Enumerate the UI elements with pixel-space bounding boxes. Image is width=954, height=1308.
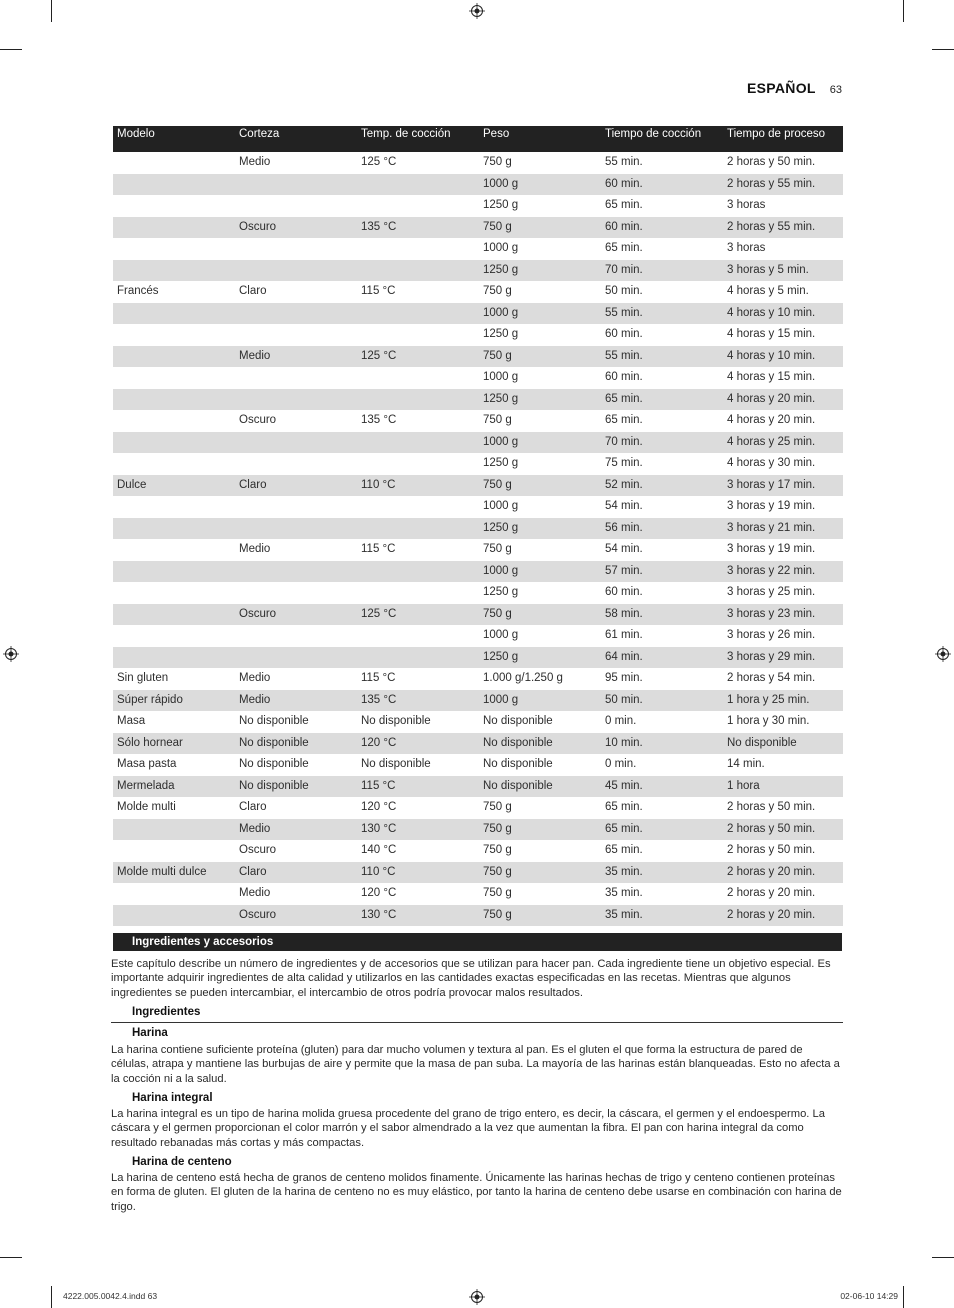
table-cell: 14 min. <box>727 758 765 770</box>
table-cell: 35 min. <box>601 862 723 884</box>
table-cell: Mermelada <box>113 776 235 798</box>
table-cell: Claro <box>239 285 267 297</box>
table-cell: 3 horas y 29 min. <box>723 647 843 669</box>
table-cell: Masa pasta <box>117 758 177 770</box>
table-cell <box>113 905 235 927</box>
table-cell: 60 min. <box>605 328 643 340</box>
table-cell <box>113 518 235 540</box>
table-cell: 2 horas y 20 min. <box>723 862 843 884</box>
table-cell: 1250 g <box>479 389 601 411</box>
column-header: Corteza <box>235 126 357 152</box>
table-row <box>113 281 843 303</box>
table-cell <box>357 174 479 196</box>
table-cell: 2 horas y 50 min. <box>727 801 816 813</box>
table-row <box>113 367 843 389</box>
table-cell: 750 g <box>479 819 601 841</box>
table-row <box>113 174 843 196</box>
table-cell: 110 °C <box>357 475 479 497</box>
table-cell: No disponible <box>361 715 431 727</box>
table-cell <box>235 432 357 454</box>
table-cell <box>235 260 357 282</box>
language-label: ESPAÑOL <box>747 80 816 96</box>
table-row <box>113 303 843 325</box>
table-row <box>113 539 843 561</box>
table-row <box>113 604 843 626</box>
table-row <box>113 711 843 733</box>
table-cell <box>113 410 235 432</box>
table-row <box>113 883 843 905</box>
table-cell: 3 horas y 19 min. <box>727 543 816 555</box>
table-cell: 60 min. <box>605 371 643 383</box>
table-row <box>113 195 843 217</box>
table-row <box>113 733 843 755</box>
table-cell: 1000 g <box>479 561 601 583</box>
item-text-harina: La harina contiene suficiente proteína (gluten) para dar mucho volumen y textura al pan. Es el gluten el que forma la estructura de pared de células, atrapa y mantiene las burbujas de aire y permite que la masa de pan suba. La mayoría de las harinas están blanqueadas. Esto no afecta a la cocción ni a la salud. <box>111 1044 840 1085</box>
crop-mark <box>0 49 22 50</box>
table-cell: 65 min. <box>601 819 723 841</box>
table-cell <box>357 625 479 647</box>
table-cell <box>235 195 357 217</box>
table-row <box>113 582 843 604</box>
table-row <box>113 840 843 862</box>
table-cell <box>235 647 357 669</box>
table-cell: 750 g <box>479 217 601 239</box>
table-cell: 3 horas y 19 min. <box>727 500 816 512</box>
table-cell: 3 horas y 23 min. <box>723 604 843 626</box>
table-cell <box>113 582 235 604</box>
table-cell: 750 g <box>479 475 601 497</box>
table-cell: 4 horas y 30 min. <box>727 457 816 469</box>
table-cell: 4 horas y 15 min. <box>727 371 816 383</box>
page-number: 63 <box>829 84 842 96</box>
table-cell: 1000 g <box>479 432 601 454</box>
table-row <box>113 260 843 282</box>
table-cell: Medio <box>239 672 271 684</box>
table-row <box>113 453 843 475</box>
table-cell: Oscuro <box>239 844 277 856</box>
table-cell <box>235 561 357 583</box>
table-cell: 4 horas y 20 min. <box>723 389 843 411</box>
table-cell: 1000 g <box>479 174 601 196</box>
table-cell: Molde multi dulce <box>113 862 235 884</box>
table-cell: 52 min. <box>601 475 723 497</box>
table-cell: 750 g <box>483 414 512 426</box>
table-cell <box>235 174 357 196</box>
table-cell: 750 g <box>483 543 512 555</box>
table-cell: 1000 g <box>479 303 601 325</box>
table-cell: No disponible <box>479 733 601 755</box>
table-cell <box>357 453 479 475</box>
table-cell: 65 min. <box>601 389 723 411</box>
table-cell: 2 horas y 55 min. <box>723 217 843 239</box>
table-cell: 61 min. <box>605 629 643 641</box>
table-cell: 750 g <box>479 604 601 626</box>
table-cell: Medio <box>235 819 357 841</box>
footer-file: 4222.005.0042.4.indd 63 <box>63 1291 158 1301</box>
table-cell: Sólo hornear <box>113 733 235 755</box>
registration-mark-icon <box>469 1289 485 1305</box>
table-row <box>113 346 843 368</box>
table-cell: 2 horas y 50 min. <box>727 844 816 856</box>
table-cell: 1250 g <box>479 647 601 669</box>
table-cell: Francés <box>117 285 159 297</box>
table-cell <box>235 367 357 389</box>
table-cell: 50 min. <box>601 690 723 712</box>
table-row <box>113 432 843 454</box>
table-row <box>113 217 843 239</box>
item-title-harina-integral: Harina integral <box>132 1092 213 1104</box>
table-cell: 750 g <box>483 801 512 813</box>
table-cell: 3 horas <box>727 242 766 254</box>
table-row <box>113 238 843 260</box>
table-cell <box>113 496 235 518</box>
table-row <box>113 862 843 884</box>
table-row <box>113 561 843 583</box>
table-cell <box>357 582 479 604</box>
column-header: Peso <box>479 126 601 152</box>
table-cell: Oscuro <box>235 905 357 927</box>
table-cell: 0 min. <box>605 715 637 727</box>
item-text-harina-integral: La harina integral es un tipo de harina molida gruesa procedente del grano de trigo entero, es decir, la cáscara, el germen y el endoespermo. La cáscara y el germen proporcionan el color marrón y el sabor almendrado a la vez que aumentan la fibra. El pan con harina integral da como resultado rebanadas más cortas y más compactas. <box>111 1108 825 1149</box>
table-cell: 115 °C <box>361 672 396 684</box>
table-cell <box>357 260 479 282</box>
table-cell: 56 min. <box>601 518 723 540</box>
column-header: Tiempo de proceso <box>723 126 843 152</box>
table-cell <box>113 217 235 239</box>
table-cell: No disponible <box>483 758 553 770</box>
table-cell: 110 °C <box>357 862 479 884</box>
table-cell: 3 horas y 5 min. <box>723 260 843 282</box>
table-cell: 750 g <box>483 887 512 899</box>
table-cell <box>113 260 235 282</box>
table-cell: 120 °C <box>361 887 397 899</box>
table-cell: 60 min. <box>605 586 643 598</box>
table-row <box>113 324 843 346</box>
table-cell: 70 min. <box>601 432 723 454</box>
table-cell <box>113 819 235 841</box>
table-cell: 750 g <box>483 156 512 168</box>
table-cell: 120 °C <box>361 801 397 813</box>
table-cell: 1000 g <box>483 371 519 383</box>
subsection-title: Ingredientes <box>132 1006 201 1018</box>
table-cell: Medio <box>239 887 271 899</box>
table-cell: 4 horas y 15 min. <box>727 328 816 340</box>
table-cell: 120 °C <box>357 733 479 755</box>
table-cell: 65 min. <box>605 414 643 426</box>
table-cell: 2 horas y 20 min. <box>727 887 816 899</box>
table-cell: Masa <box>117 715 146 727</box>
table-cell: 1 hora y 25 min. <box>723 690 843 712</box>
table-cell: 60 min. <box>601 217 723 239</box>
table-cell: 1250 g <box>483 586 519 598</box>
registration-mark-icon <box>3 646 19 662</box>
table-cell <box>113 840 235 862</box>
table-cell <box>357 496 479 518</box>
table-cell: 750 g <box>479 346 601 368</box>
footer-datetime: 02-06-10 14:29 <box>840 1291 898 1301</box>
table-cell: 55 min. <box>605 156 643 168</box>
column-header: Modelo <box>113 126 235 152</box>
table-cell: 115 °C <box>361 543 396 555</box>
table-row <box>113 518 843 540</box>
table-cell: Sin gluten <box>117 672 169 684</box>
table-cell: 54 min. <box>605 500 643 512</box>
table-cell: 1000 g <box>483 500 519 512</box>
table-cell <box>357 561 479 583</box>
table-cell: 1250 g <box>483 457 519 469</box>
table-cell <box>235 625 357 647</box>
table-cell: 115 °C <box>357 776 479 798</box>
table-row <box>113 625 843 647</box>
table-cell: 2 horas y 20 min. <box>723 905 843 927</box>
table-cell <box>357 238 479 260</box>
table-cell: 70 min. <box>601 260 723 282</box>
table-cell: 45 min. <box>601 776 723 798</box>
table-cell: 95 min. <box>605 672 643 684</box>
table-cell: 1000 g <box>483 242 519 254</box>
table-cell: 4 horas y 10 min. <box>723 346 843 368</box>
table-cell: 4 horas y 25 min. <box>723 432 843 454</box>
subsection-rule <box>111 1022 843 1023</box>
section-title-bar: Ingredientes y accesorios <box>113 933 842 951</box>
item-title-harina-centeno: Harina de centeno <box>132 1156 232 1168</box>
table-cell <box>113 346 235 368</box>
table-cell: 1 hora <box>723 776 843 798</box>
table-row <box>113 797 843 819</box>
table-cell: 55 min. <box>601 346 723 368</box>
table-cell: Súper rápido <box>113 690 235 712</box>
table-cell <box>357 432 479 454</box>
table-cell: Claro <box>235 862 357 884</box>
table-cell <box>113 647 235 669</box>
table-row <box>113 754 843 776</box>
table-header-row <box>113 126 843 152</box>
table-cell <box>235 324 357 346</box>
registration-mark-icon <box>469 3 485 19</box>
table-cell: 3 horas y 21 min. <box>723 518 843 540</box>
table-cell: 130 °C <box>357 905 479 927</box>
table-row <box>113 819 843 841</box>
table-cell: 1250 g <box>483 328 519 340</box>
table-cell: 35 min. <box>605 887 643 899</box>
table-cell: Oscuro <box>235 604 357 626</box>
table-cell <box>235 518 357 540</box>
table-cell: Oscuro <box>235 217 357 239</box>
table-cell <box>113 539 235 561</box>
table-cell: 140 °C <box>361 844 397 856</box>
table-cell <box>113 174 235 196</box>
table-cell: No disponible <box>239 715 309 727</box>
table-row <box>113 496 843 518</box>
table-cell: 135 °C <box>357 217 479 239</box>
table-cell: 64 min. <box>601 647 723 669</box>
table-cell: 58 min. <box>601 604 723 626</box>
table-cell <box>113 561 235 583</box>
table-cell: Claro <box>239 801 267 813</box>
table-cell: Medio <box>239 543 271 555</box>
table-cell: 750 g <box>483 844 512 856</box>
table-cell <box>235 496 357 518</box>
table-cell: Molde multi <box>117 801 176 813</box>
registration-mark-icon <box>935 646 951 662</box>
crop-mark <box>51 0 52 22</box>
table-row <box>113 475 843 497</box>
table-cell: 1000 g <box>479 690 601 712</box>
table-cell <box>113 432 235 454</box>
table-cell: 2 horas y 50 min. <box>727 156 816 168</box>
table-cell <box>357 647 479 669</box>
table-cell: 750 g <box>483 285 512 297</box>
table-cell <box>235 582 357 604</box>
table-cell <box>113 367 235 389</box>
table-cell: No disponible <box>723 733 843 755</box>
table-cell: 135 °C <box>357 690 479 712</box>
item-title-harina: Harina <box>132 1027 168 1039</box>
table-row <box>113 152 843 174</box>
table-cell: 0 min. <box>605 758 637 770</box>
table-cell: 4 horas y 20 min. <box>727 414 816 426</box>
table-cell: 1250 g <box>483 199 519 211</box>
table-cell: No disponible <box>479 776 601 798</box>
crop-mark <box>903 0 904 22</box>
table-cell <box>235 453 357 475</box>
table-cell: 135 °C <box>361 414 397 426</box>
table-cell: 54 min. <box>605 543 643 555</box>
column-header: Temp. de cocción <box>357 126 479 152</box>
table-cell: 75 min. <box>605 457 643 469</box>
column-header: Tiempo de cocción <box>601 126 723 152</box>
table-cell <box>113 324 235 346</box>
table-cell: 125 °C <box>357 346 479 368</box>
table-cell: Medio <box>239 156 271 168</box>
table-row <box>113 776 843 798</box>
table-cell: No disponible <box>483 715 553 727</box>
table-cell <box>113 389 235 411</box>
crop-mark <box>51 1286 52 1308</box>
table-row <box>113 690 843 712</box>
table-cell: 65 min. <box>605 242 643 254</box>
table-cell: 60 min. <box>601 174 723 196</box>
table-cell <box>235 389 357 411</box>
table-cell <box>235 303 357 325</box>
table-cell: 3 horas y 26 min. <box>727 629 816 641</box>
table-cell: 65 min. <box>605 801 643 813</box>
table-cell <box>113 303 235 325</box>
table-cell: 55 min. <box>601 303 723 325</box>
table-cell: 115 °C <box>361 285 396 297</box>
table-cell: 3 horas y 17 min. <box>723 475 843 497</box>
table-cell: 3 horas <box>727 199 766 211</box>
table-body <box>113 152 843 926</box>
table-cell: 1250 g <box>479 260 601 282</box>
table-row <box>113 668 843 690</box>
table-cell: 1.000 g/1.250 g <box>483 672 563 684</box>
table-cell <box>113 238 235 260</box>
table-cell <box>113 883 235 905</box>
table-cell <box>113 152 235 174</box>
table-cell: 1250 g <box>479 518 601 540</box>
table-cell <box>357 389 479 411</box>
table-row <box>113 647 843 669</box>
table-cell: 2 horas y 55 min. <box>723 174 843 196</box>
table-cell <box>113 453 235 475</box>
table-row <box>113 905 843 927</box>
table-cell <box>357 303 479 325</box>
table-cell: No disponible <box>235 733 357 755</box>
table-cell: Claro <box>235 475 357 497</box>
table-cell: 65 min. <box>605 844 643 856</box>
table-cell: Medio <box>235 690 357 712</box>
item-text-harina-centeno: La harina de centeno está hecha de granos de centeno molidos finamente. Únicamente las harinas hechas de trigo y centeno contienen proteínas en forma de gluten. El gluten de la harina de centeno no es muy elástico, por tanto la harina de centeno debe usarse en combinación con harina de trigo. <box>111 1172 842 1213</box>
table-cell <box>357 324 479 346</box>
table-row <box>113 389 843 411</box>
table-cell: 125 °C <box>357 604 479 626</box>
table-cell: 50 min. <box>605 285 643 297</box>
crop-mark <box>903 1286 904 1308</box>
table-row <box>113 410 843 432</box>
table-cell: 3 horas y 22 min. <box>723 561 843 583</box>
table-cell: 750 g <box>479 862 601 884</box>
table-cell <box>113 195 235 217</box>
table-cell: 2 horas y 50 min. <box>723 819 843 841</box>
table-cell: Medio <box>235 346 357 368</box>
table-cell: Dulce <box>113 475 235 497</box>
table-cell: 2 horas y 54 min. <box>727 672 816 684</box>
table-cell: 57 min. <box>601 561 723 583</box>
table-cell: 3 horas y 25 min. <box>727 586 816 598</box>
table-cell: 1 hora y 30 min. <box>727 715 810 727</box>
table-cell: 65 min. <box>605 199 643 211</box>
table-cell <box>357 518 479 540</box>
table-cell: 10 min. <box>601 733 723 755</box>
table-cell: 125 °C <box>361 156 397 168</box>
table-cell: 4 horas y 10 min. <box>723 303 843 325</box>
table-cell: 750 g <box>479 905 601 927</box>
crop-mark <box>0 1257 22 1258</box>
page-header <box>747 80 842 96</box>
table-cell: No disponible <box>239 758 309 770</box>
table-cell: 35 min. <box>601 905 723 927</box>
crop-mark <box>932 1257 954 1258</box>
table-cell: No disponible <box>235 776 357 798</box>
table-cell <box>113 604 235 626</box>
table-cell: 130 °C <box>357 819 479 841</box>
table-cell <box>113 625 235 647</box>
table-cell: Oscuro <box>239 414 277 426</box>
table-cell <box>357 195 479 217</box>
table-cell <box>357 367 479 389</box>
table-cell: 1000 g <box>483 629 519 641</box>
crop-mark <box>932 49 954 50</box>
table-cell: 4 horas y 5 min. <box>727 285 809 297</box>
table-cell: No disponible <box>361 758 431 770</box>
table-cell <box>235 238 357 260</box>
section-intro: Este capítulo describe un número de ingredientes y de accesorios que se utilizan para hacer pan. Cada ingrediente tiene un objetivo especial. Es importante adquirir ingredientes de alta calidad y utilizarlos en las cantidades exactas especificadas en las recetas. Mientras que algunos ingredientes se pueden intercambiar, el intercambio de otros podría provocar malos resultados. <box>111 958 831 999</box>
baking-table <box>113 126 843 926</box>
